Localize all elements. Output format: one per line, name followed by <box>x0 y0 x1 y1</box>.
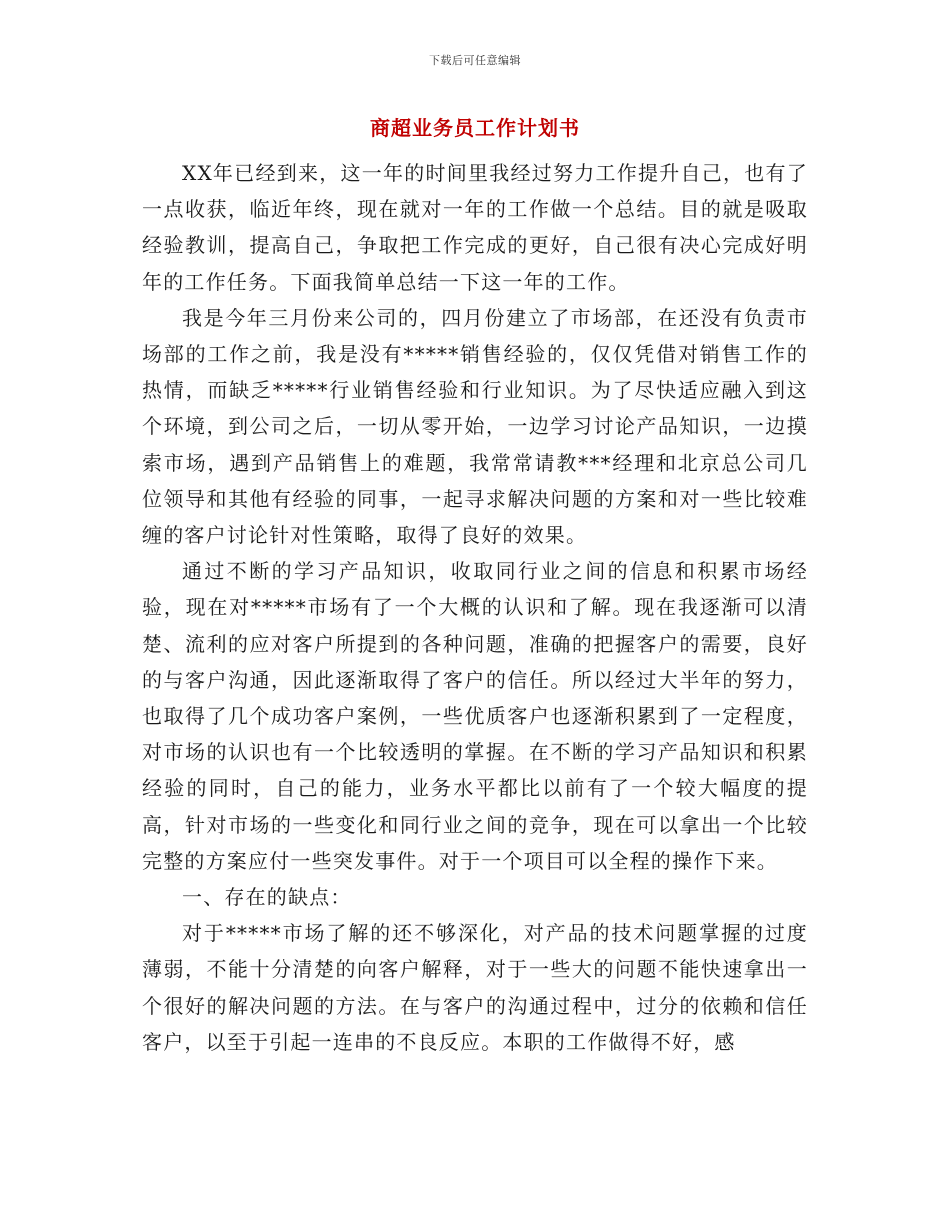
section-heading-shortcomings: 一、存在的缺点： <box>182 885 352 910</box>
document-title: 商超业务员工作计划书 <box>370 116 580 140</box>
paragraph-shortcomings: 对于*****市场了解的还不够深化，对产品的技术问题掌握的过度薄弱，不能十分清楚的向客户解释，对于一些大的问题不能快速拿出一个很好的解决问题的方法。在与客户的沟通过程中，过分的依赖和信任客户，以至于引起一连串的不良反应。本职的工作做得不好，感 <box>142 921 808 1054</box>
paragraph-progress: 通过不断的学习产品知识，收取同行业之间的信息和积累市场经验，现在对*****市场有了一个大概的认识和了解。现在我逐渐可以清楚、流利的应对客户所提到的各种问题，准确的把握客户的需要，良好的与客户沟通，因此逐渐取得了客户的信任。所以经过大半年的努力，也取得了几个成功客户案例，一些优质客户也逐渐积累到了一定程度，对市场的认识也有一个比较透明的掌握。在不断的学习产品知识和积累经验的同时，自己的能力，业务水平都比以前有了一个较大幅度的提高，针对市场的一些变化和同行业之间的竞争，现在可以拿出一个比较完整的方案应付一些突发事件。对于一个项目可以全程的操作下来。 <box>142 559 808 873</box>
paragraph-intro: XX年已经到来，这一年的时间里我经过努力工作提升自己，也有了一点收获，临近年终，现在就对一年的工作做一个总结。目的就是吸取经验教训，提高自己，争取把工作完成的更好，自己很有决心完成好明年的工作任务。下面我简单总结一下这一年的工作。 <box>142 161 808 294</box>
document-body <box>142 155 808 1060</box>
header-note: 下载后可任意编辑 <box>429 54 521 67</box>
paragraph-experience: 我是今年三月份来公司的，四月份建立了市场部，在还没有负责市场部的工作之前，我是没有*****销售经验的，仅仅凭借对销售工作的热情，而缺乏*****行业销售经验和行业知识。为了尽快适应融入到这个环境，到公司之后，一切从零开始，一边学习讨论产品知识，一边摸索市场，遇到产品销售上的难题，我常常请教***经理和北京总公司几位领导和其他有经验的同事，一起寻求解决问题的方案和对一些比较难缠的客户讨论针对性策略，取得了良好的效果。 <box>142 305 808 548</box>
